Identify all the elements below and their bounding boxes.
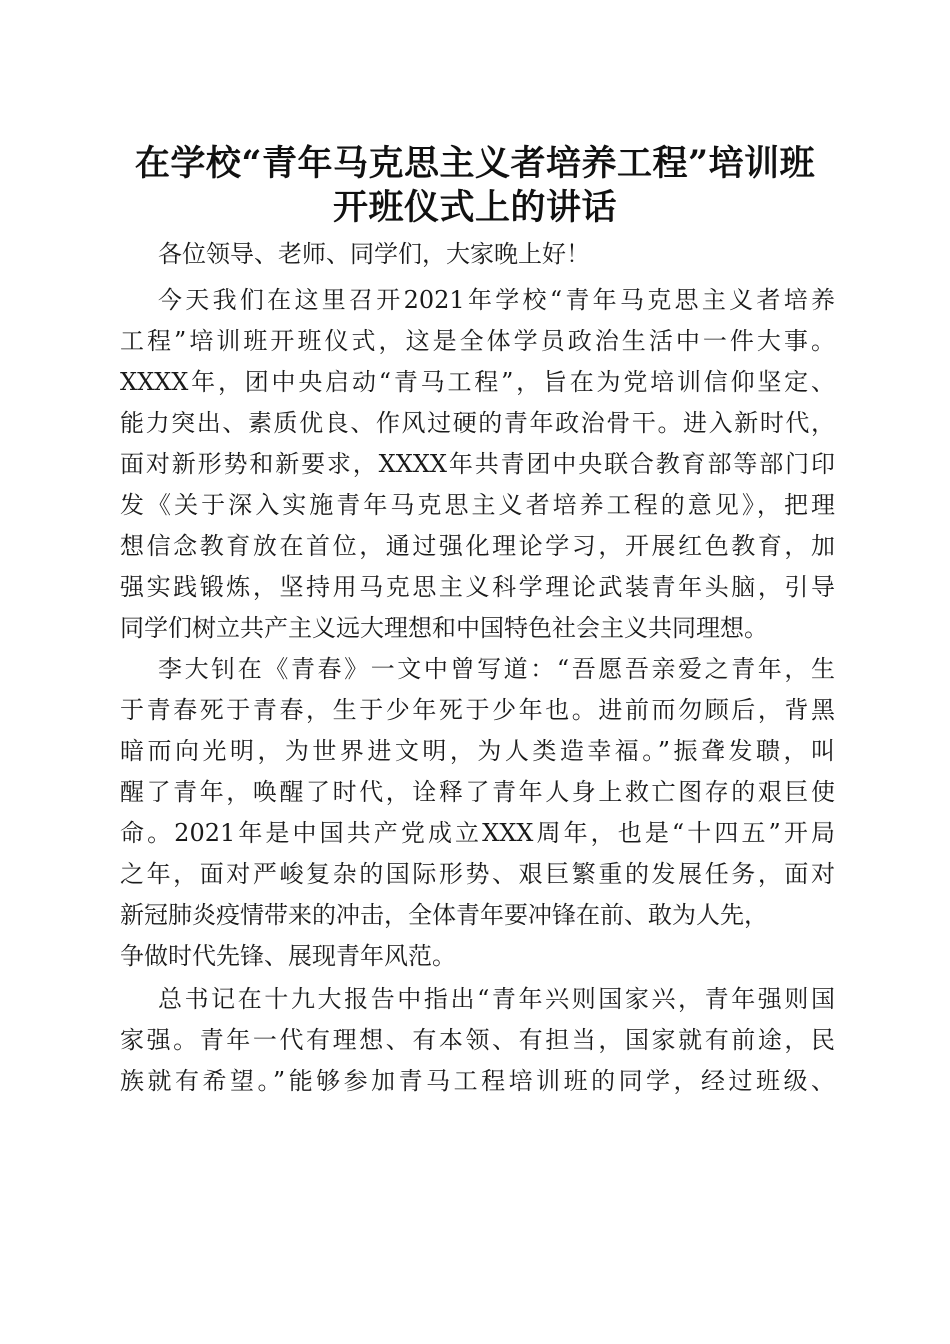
body-line: 命。2021年是中国共产党成立XXX周年，也是“十四五”开局 <box>120 819 835 847</box>
body-line: 想信念教育放在首位，通过强化理论学习，开展红色教育，加 <box>120 532 835 560</box>
body-line: 能力突出、素质优良、作风过硬的青年政治骨干。进入新时代， <box>120 409 835 437</box>
body-line: 李大钊在《青春》一文中曾写道：“吾愿吾亲爱之青年，生 <box>158 655 835 683</box>
body-line: 醒了青年，唤醒了时代，诠释了青年人身上救亡图存的艰巨使 <box>120 778 835 806</box>
body-line: 发《关于深入实施青年马克思主义者培养工程的意见》，把理 <box>120 491 835 519</box>
body-line: 之年，面对严峻复杂的国际形势、艰巨繁重的发展任务，面对 <box>120 860 835 888</box>
document-title-line-2: 开班仪式上的讲话 <box>332 187 617 228</box>
body-line: 家强。青年一代有理想、有本领、有担当，国家就有前途，民 <box>120 1026 835 1054</box>
document-title-line-1: 在学校“青年马克思主义者培养工程”培训班 <box>134 143 816 184</box>
body-line: 强实践锻炼，坚持用马克思主义科学理论武装青年头脑，引导 <box>120 573 835 601</box>
body-line: 于青春死于青春，生于少年死于少年也。进前而勿顾后，背黑 <box>120 696 835 724</box>
salutation: 各位领导、老师、同学们，大家晚上好！ <box>158 240 590 268</box>
body-line: XXXX年，团中央启动“青马工程”，旨在为党培训信仰坚定、 <box>120 368 835 396</box>
body-line: 今天我们在这里召开2021年学校“青年马克思主义者培养 <box>158 286 835 314</box>
body-line: 总书记在十九大报告中指出“青年兴则国家兴，青年强则国 <box>158 985 835 1013</box>
body-line: 新冠肺炎疫情带来的冲击，全体青年要冲锋在前、敢为人先， <box>120 901 768 929</box>
body-line: 面对新形势和新要求，XXXX年共青团中央联合教育部等部门印 <box>120 450 835 478</box>
body-line: 工程”培训班开班仪式，这是全体学员政治生活中一件大事。 <box>120 327 835 355</box>
body-line: 暗而向光明，为世界进文明，为人类造幸福。”振聋发聩，叫 <box>120 737 835 765</box>
body-line: 族就有希望。”能够参加青马工程培训班的同学，经过班级、 <box>120 1067 835 1095</box>
body-line: 争做时代先锋、展现青年风范。 <box>120 942 456 970</box>
body-line: 同学们树立共产主义远大理想和中国特色社会主义共同理想。 <box>120 614 768 642</box>
